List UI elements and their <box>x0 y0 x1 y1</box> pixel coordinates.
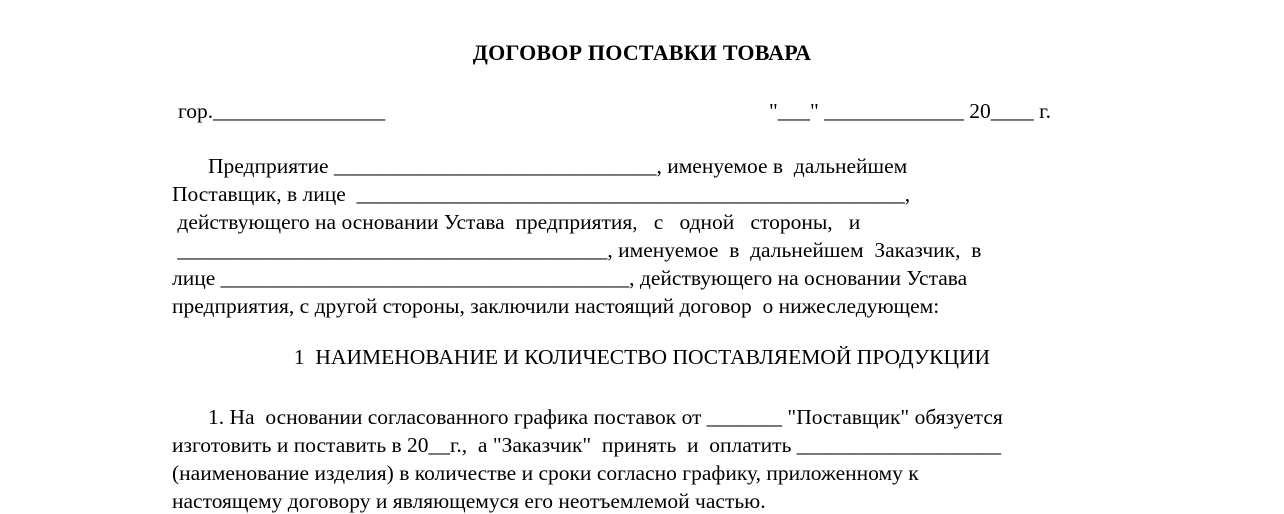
city-line: гор.________________ <box>178 99 386 123</box>
preamble-line: лице ______________________________________, действующего на основании Устава <box>172 266 968 290</box>
section-heading: 1 НАИМЕНОВАНИЕ И КОЛИЧЕСТВО ПОСТАВЛЯЕМОЙ ПРОДУКЦИИ <box>293 345 991 369</box>
preamble-line: Поставщик, в лице ___________________________________________________, <box>172 182 911 206</box>
date-line: "___" _____________ 20____ г. <box>769 99 1051 123</box>
clause-line: изготовить и поставить в 20__г., а "Заказчик" принять и оплатить ___________________ <box>172 433 1001 457</box>
preamble-line: действующего на основании Устава предприятия, с одной стороны, и <box>172 210 861 234</box>
preamble-line: Предприятие ______________________________, именуемое в дальнейшем <box>208 154 908 178</box>
preamble-line: ________________________________________, именуемое в дальнейшем Заказчик, в <box>172 238 982 262</box>
clause-line: 1. На основании согласованного графика поставок от _______ "Поставщик" обязуется <box>208 405 1003 429</box>
preamble-line: предприятия, с другой стороны, заключили настоящий договор о нижеследующем: <box>172 294 940 318</box>
clause-line: (наименование изделия) в количестве и сроки согласно графику, приложенному к <box>172 461 919 485</box>
document-title: ДОГОВОР ПОСТАВКИ ТОВАРА <box>472 40 812 65</box>
clause-line: настоящему договору и являющемуся его неотъемлемой частью. <box>172 489 766 513</box>
